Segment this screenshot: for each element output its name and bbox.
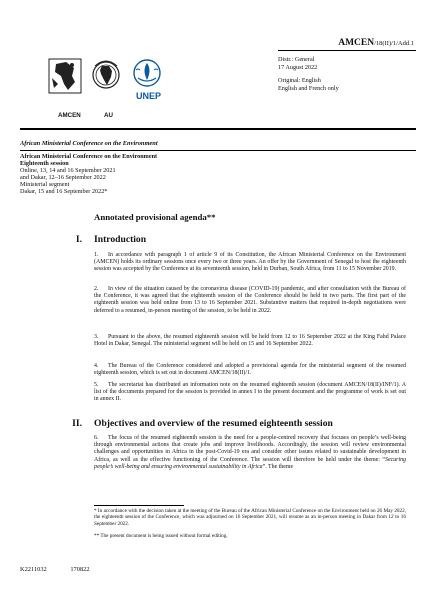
distribution-block (278, 56, 339, 92)
job-number: K2211032 (20, 566, 47, 573)
footnote-rule (94, 505, 184, 506)
symbol-rule (278, 50, 416, 51)
paragraph: 2. In view of the situation caused by the coronavirus disease (COVID-19) pandemic, and after consultation with the Bureau of the Conference, it was agreed that the eighteenth session of the Conference should be held in two parts. The first part of the eighteenth session was held online from 13 to 16 September 2021. Substantive matters that required in-depth negotiations were deferred to a resumed, in-person meeting of the session, to be held in 2022. (94, 286, 406, 314)
footnote: * In accordance with the decision taken at the meeting of the Bureau of the African Ministerial Conference on the Environment held on 26 May 2022, the eighteenth session of the Conference, which was adjourned on 16 September 2021, will resume as an in-person meeting in Dakar from 12 to 16 September 2022. (94, 508, 406, 527)
languages-line: English and French only (278, 84, 339, 92)
meta-session: Eighteenth session (20, 160, 69, 168)
paragraph: 6. The focus of the resumed eighteenth session is the need for a people-centred recovery that focuses on people’s well-being through environmental actions that create jobs and improve livelihoods. Accordingly, the session will review environmental challenges and opportunities in Africa in the post-Covid-19 era and consider other issues related to sustainable development in Africa, as well as the effective functioning of the Conference. The session will therefore be held under the theme: “Securing people’s well-being and ensuring environmental sustainability in Africa”. The theme (94, 435, 406, 470)
amcen-logo (48, 58, 82, 94)
header-rule (20, 128, 416, 130)
date-code: 170822 (70, 566, 90, 573)
document-symbol: AMCEN/18(II)/1/Add.1 (338, 38, 414, 48)
footnote: ** The present document is being issued without formal editing. (94, 533, 228, 539)
unep-caption: UNEP (136, 91, 162, 101)
au-logo (91, 58, 121, 94)
paragraph: 5. The secretariat has distributed an information note on the resumed eighteenth session (document AMCEN/18(II)/INF/1). A list of the documents prepared for the session is provided in annex I to the present document and the programme of work is set out in annex II. (94, 382, 406, 403)
banner-rule (20, 150, 416, 151)
original-line: Original: English (278, 77, 321, 85)
meta-online: Online, 13, 14 and 16 September 2021 (20, 167, 116, 175)
page-footer (20, 566, 112, 573)
paragraph: 3. Pursuant to the above, the resumed eighteenth session will be held from 12 to 16 September 2022 at the King Fahd Palace Hotel in Dakar, Senegal. The ministerial segment will be held on 15 and 16 September 2022. (94, 334, 406, 348)
meta-segment-dates: Dakar, 15 and 16 September 2022* (20, 188, 108, 196)
meta-segment: Ministerial segment (20, 181, 70, 189)
section-title: Objectives and overview of the resumed eighteenth session (94, 418, 333, 429)
meta-dakar: and Dakar, 12–16 September 2022 (20, 174, 106, 182)
au-caption: AU (104, 112, 113, 119)
paragraph: 1. In accordance with paragraph 1 of article 9 of its Constitution, the African Ministerial Conference on the Environment (AMCEN) holds its ordinary sessions once every two or three years. An offer by the Government of Senegal to host the eighteenth session was accepted by the Conference at its seventeenth session, held in Durban, South Africa, from 11 to 15 November 2019. (94, 252, 406, 273)
session-meta (20, 153, 157, 196)
distr-line: Distr.: General (278, 56, 315, 63)
section-number: II. (72, 418, 82, 429)
meta-conference: African Ministerial Conference on the Environment (20, 153, 158, 160)
agenda-title: Annotated provisional agenda** (94, 212, 216, 222)
date-line: 17 August 2022 (278, 63, 318, 71)
amcen-caption: AMCEN (58, 112, 81, 119)
unep-logo (130, 58, 164, 88)
section-number: I. (75, 234, 82, 245)
section-title: Introduction (94, 234, 147, 245)
conference-banner: African Ministerial Conference on the Environment (20, 140, 158, 147)
paragraph: 4. The Bureau of the Conference considered and adopted a provisional agenda for the ministerial segment of the resumed eighteenth session, which is set out in document AMCEN/18(II)/1. (94, 363, 406, 377)
